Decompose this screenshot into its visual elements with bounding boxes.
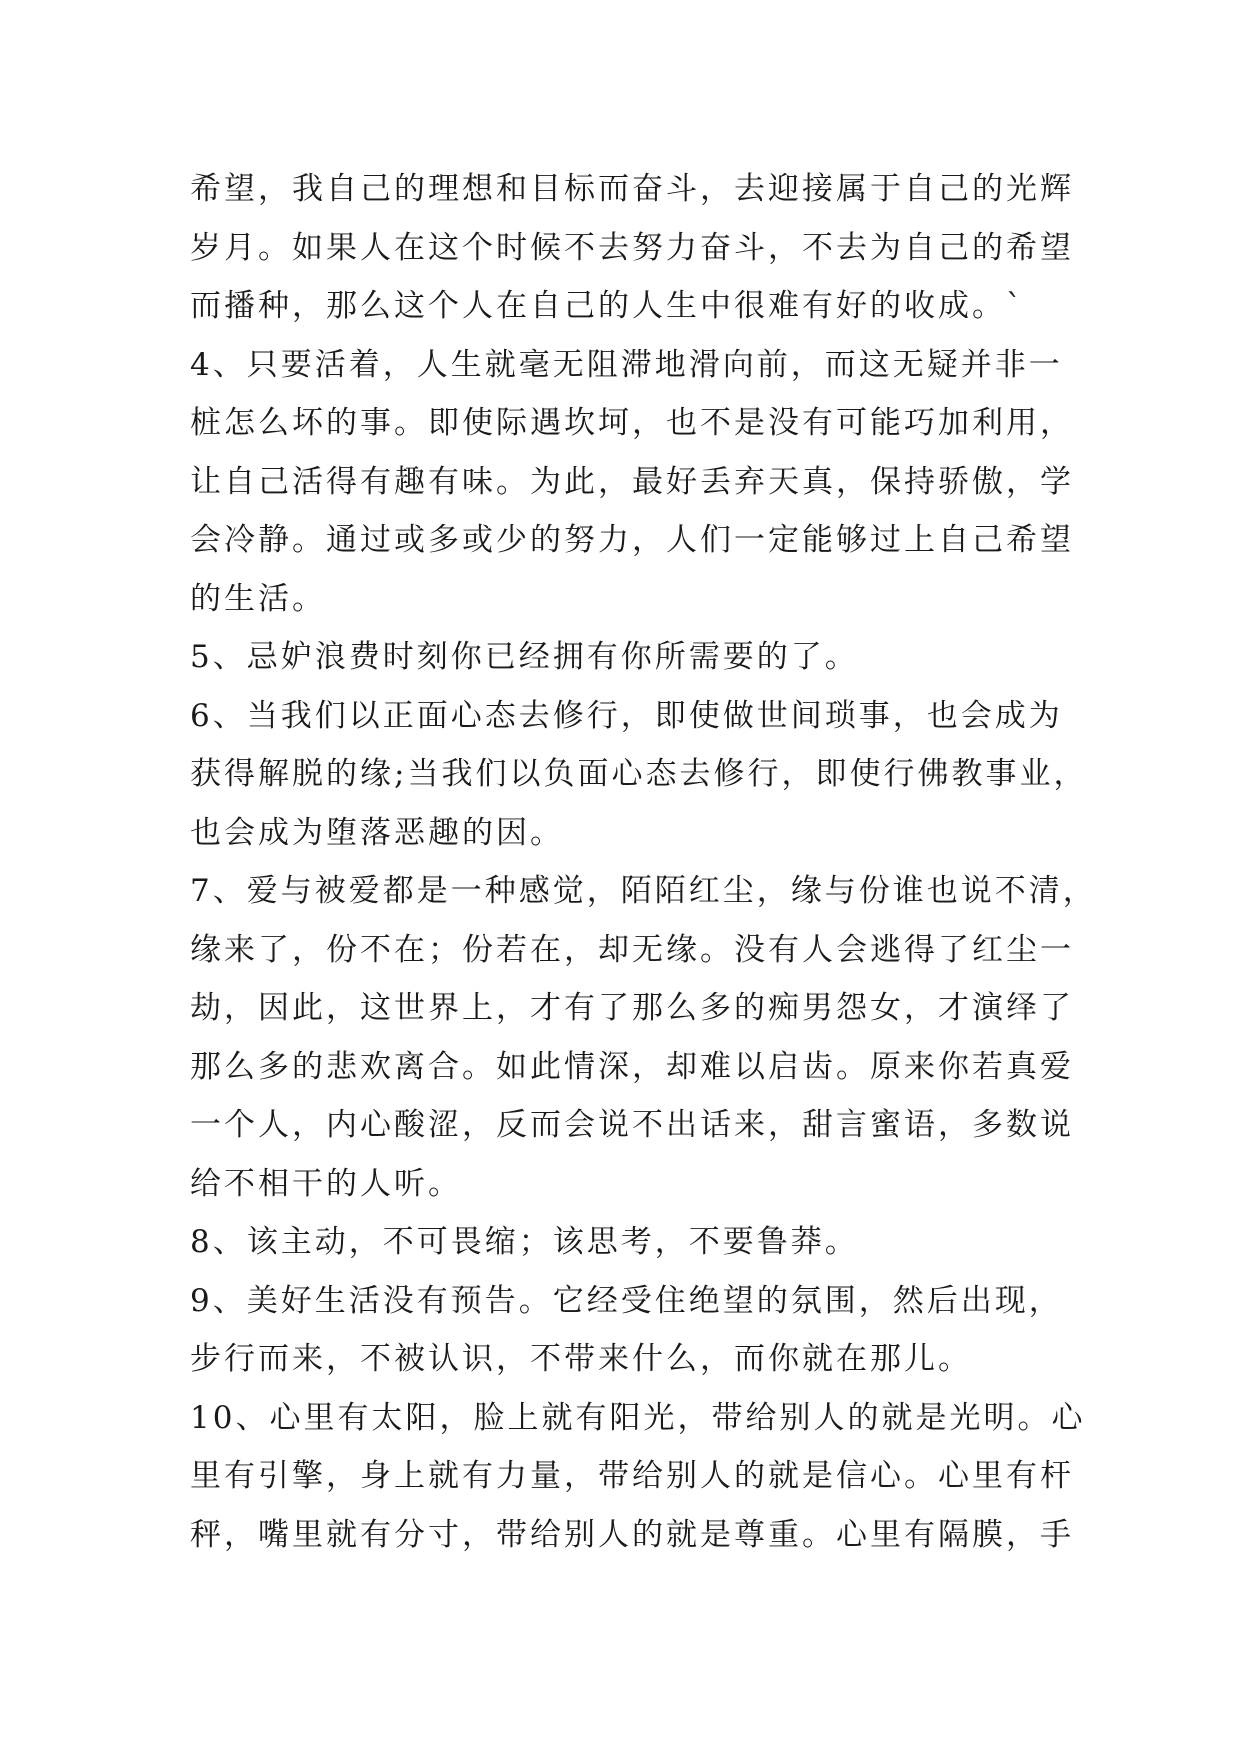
text-line: 7、爱与被爱都是一种感觉，陌陌红尘，缘与份谁也说不清， (190, 873, 1097, 909)
text-line: 缘来了，份不在；份若在，却无缘。没有人会逃得了红尘一 (190, 931, 1074, 968)
text-line: 的生活。 (190, 580, 326, 617)
text-line: 让自己活得有趣有味。为此，最好丢弃天真，保持骄傲，学 (190, 463, 1074, 500)
text-line: 岁月。如果人在这个时候不去努力奋斗，不去为自己的希望 (190, 229, 1074, 266)
text-line: 4、只要活着，人生就毫无阻滞地滑向前，而这无疑并非一 (190, 346, 1063, 383)
text-line: 秤，嘴里就有分寸，带给别人的就是尊重。心里有隔膜，手 (190, 1516, 1074, 1553)
text-line: 10、心里有太阳，脸上就有阳光，带给别人的就是光明。心 (190, 1399, 1086, 1436)
text-line: 会冷静。通过或多或少的努力，人们一定能够过上自己希望 (190, 522, 1074, 558)
text-line: 桩怎么坏的事。即使际遇坎坷，也不是没有可能巧加利用， (190, 405, 1074, 441)
text-line: 劫，因此，这世界上，才有了那么多的痴男怨女，才演绎了 (190, 990, 1074, 1026)
text-line: 希望，我自己的理想和目标而奋斗，去迎接属于自己的光辉 (190, 171, 1074, 207)
text-line: 步行而来，不被认识，不带来什么，而你就在那儿。 (190, 1341, 972, 1377)
text-line: 8、该主动，不可畏缩；该思考，不要鲁莽。 (190, 1224, 859, 1260)
text-line: 6、当我们以正面心态去修行，即使做世间琐事，也会成为 (190, 697, 1063, 734)
text-line: 也会成为堕落恶趣的因。 (190, 814, 564, 851)
text-line: 那么多的悲欢离合。如此情深，却难以启齿。原来你若真爱 (190, 1048, 1074, 1085)
body-text (190, 160, 1097, 1564)
text-line: 而播种，那么这个人在自己的人生中很难有好的收成。` (190, 288, 1025, 324)
text-line: 里有引擎，身上就有力量，带给别人的就是信心。心里有杆 (190, 1458, 1074, 1494)
text-line: 9、美好生活没有预告。它经受住绝望的氛围，然后出现， (190, 1282, 1063, 1319)
text-line: 5、忌妒浪费时刻你已经拥有你所需要的了。 (190, 639, 859, 675)
text-line: 给不相干的人听。 (190, 1165, 462, 1202)
text-line: 获得解脱的缘;当我们以负面心态去修行，即使行佛教事业， (190, 756, 1088, 792)
text-line: 一个人，内心酸涩，反而会说不出话来，甜言蜜语，多数说 (190, 1107, 1074, 1143)
